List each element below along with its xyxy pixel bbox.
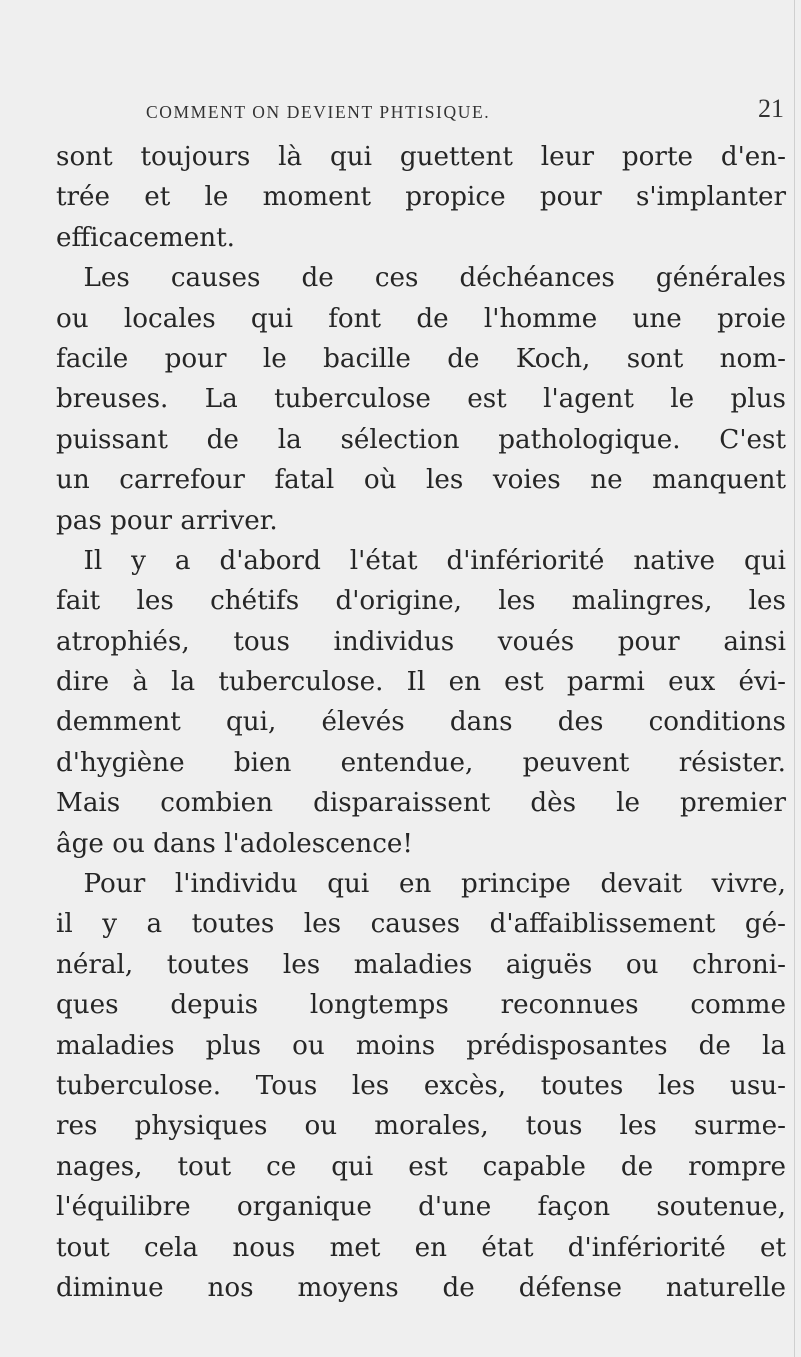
text-line: Pour l'individu qui en principe devait vivre, — [83, 869, 786, 900]
text-line: puissant de la sélection pathologique. C'est — [56, 424, 786, 455]
text-line: fait les chétifs d'origine, les malingres, les — [56, 586, 786, 617]
body-text — [56, 137, 786, 1308]
page-number: 21 — [758, 94, 784, 123]
text-line: efficacement. — [56, 222, 235, 253]
text-line: maladies plus ou moins prédisposantes de la — [56, 1030, 786, 1061]
text-line: dire à la tuberculose. Il en est parmi eux évi- — [56, 667, 786, 698]
text-line: sont toujours là qui guettent leur porte d'en- — [56, 142, 786, 172]
text-line: nages, tout ce qui est capable de rompre — [56, 1151, 786, 1182]
text-line: pas pour arriver. — [56, 505, 278, 536]
text-line: un carrefour fatal où les voies ne manquent — [56, 465, 786, 496]
running-header — [0, 94, 795, 128]
text-line: facile pour le bacille de Koch, sont nom- — [56, 343, 786, 374]
text-line: d'hygiène bien entendue, peuvent résister. — [56, 747, 786, 778]
page-edge-shadow — [794, 0, 795, 1357]
text-line: tout cela nous met en état d'infériorité et — [56, 1232, 786, 1263]
running-title: COMMENT ON DEVIENT PHTISIQUE. — [146, 102, 491, 122]
text-line: Les causes de ces déchéances générales — [83, 263, 786, 294]
text-line: ques depuis longtemps reconnues comme — [56, 990, 786, 1021]
text-line: l'équilibre organique d'une façon soutenue, — [56, 1192, 786, 1223]
text-line: demment qui, élevés dans des conditions — [56, 707, 786, 738]
text-line: Mais combien disparaissent dès le premier — [56, 788, 786, 819]
text-line: trée et le moment propice pour s'implanter — [56, 182, 786, 213]
text-line: atrophiés, tous individus voués pour ainsi — [56, 626, 786, 657]
text-line: âge ou dans l'adolescence! — [56, 828, 413, 859]
text-line: ou locales qui font de l'homme une proie — [56, 303, 786, 334]
text-line: diminue nos moyens de défense naturelle — [56, 1272, 786, 1303]
text-line: il y a toutes les causes d'affaiblissement gé- — [56, 909, 786, 940]
text-line: tuberculose. Tous les excès, toutes les usu- — [56, 1070, 786, 1101]
text-line: res physiques ou morales, tous les surme- — [56, 1111, 786, 1142]
text-line: breuses. La tuberculose est l'agent le plus — [56, 384, 786, 415]
text-line: Il y a d'abord l'état d'infériorité native qui — [83, 545, 786, 576]
text-line: néral, toutes les maladies aiguës ou chroni- — [56, 949, 786, 980]
